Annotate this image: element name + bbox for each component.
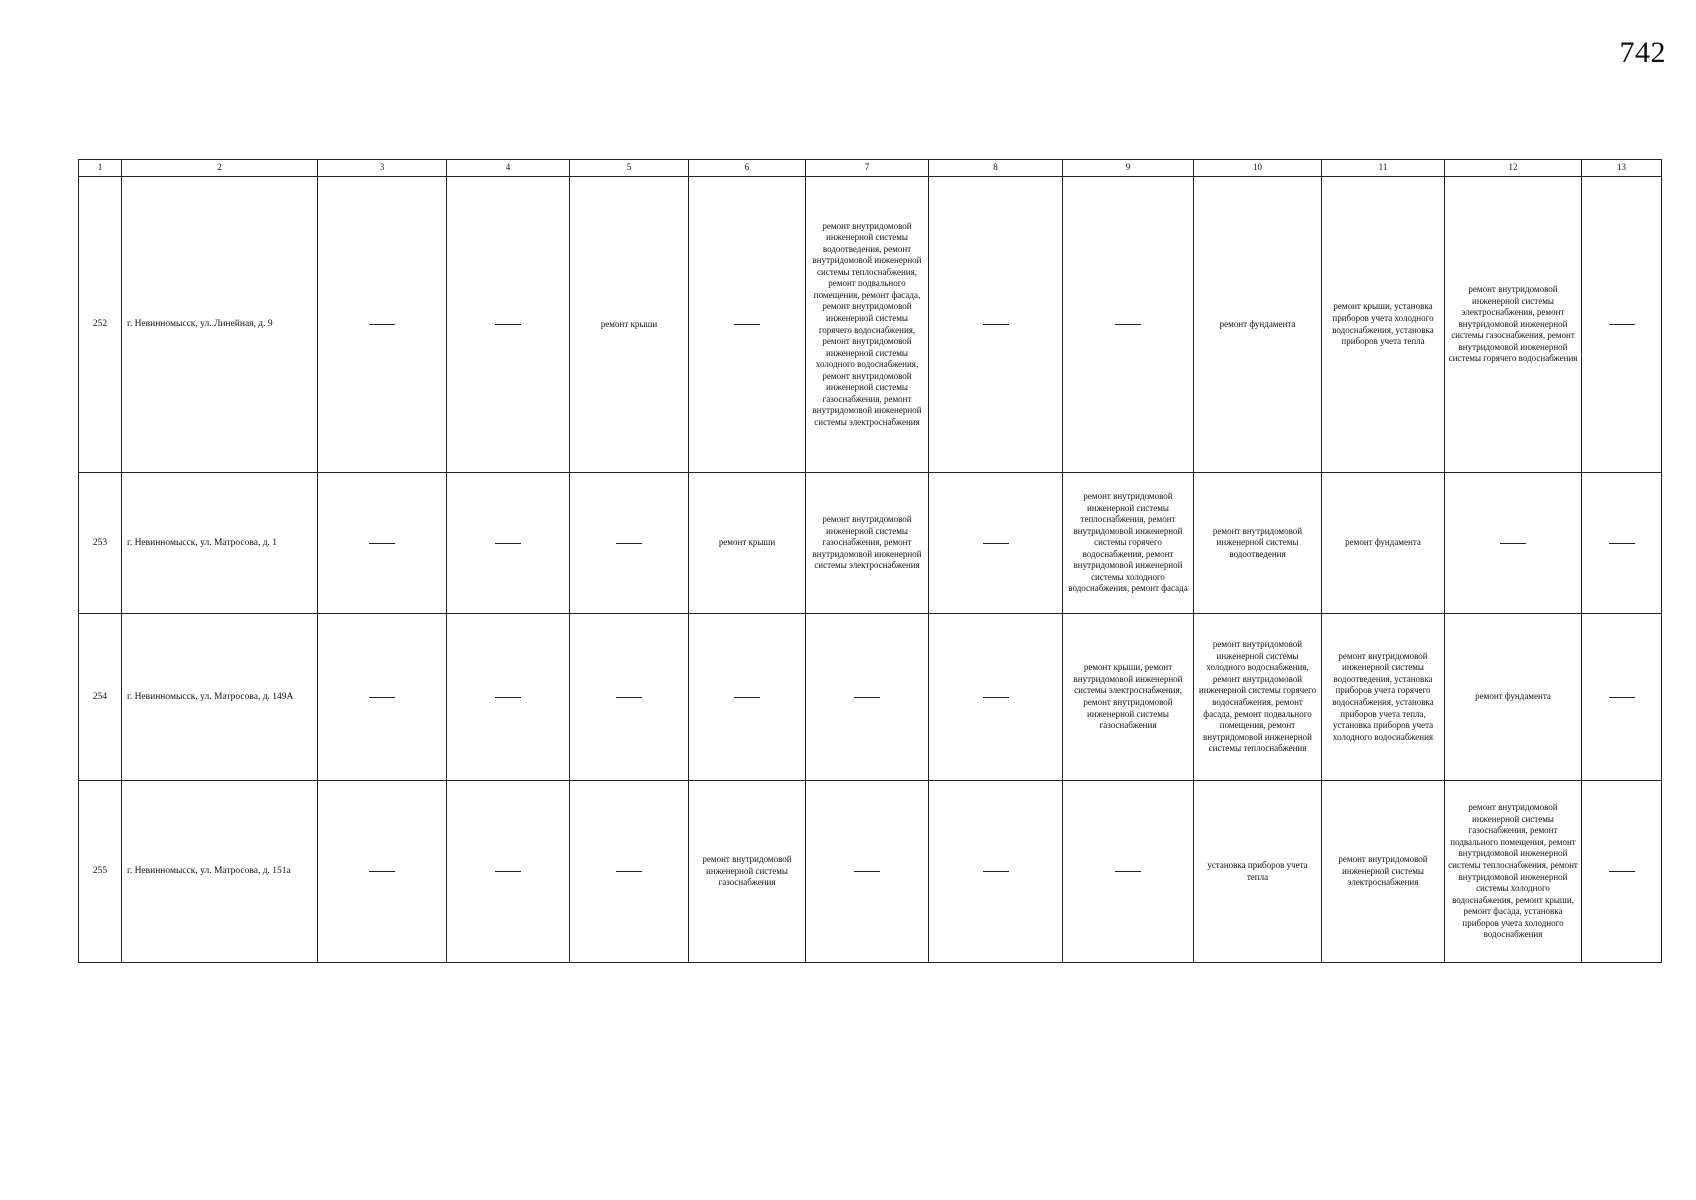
column-header: 3: [318, 160, 447, 177]
dash-mark: [369, 871, 395, 872]
address-cell: г. Невинномысск, ул. Линейная, д. 9: [122, 177, 318, 473]
table-row: [79, 781, 1662, 963]
table-row: [79, 614, 1662, 781]
address-cell: г. Невинномысск, ул. Матросова, д. 1: [122, 473, 318, 614]
address-cell: г. Невинномысск, ул. Матросова, д. 151а: [122, 781, 318, 963]
dash-mark: [495, 324, 521, 325]
column-header: 11: [1322, 160, 1445, 177]
dash-mark: [983, 871, 1009, 872]
column-header: 2: [122, 160, 318, 177]
empty-cell-dash: [570, 614, 689, 781]
table-row: [79, 177, 1662, 473]
work-cell: ремонт фундамента: [1445, 614, 1582, 781]
empty-cell-dash: [318, 473, 447, 614]
column-header: 6: [689, 160, 806, 177]
work-cell: ремонт внутридомовой инженерной системы электроснабжения, ремонт внутридомовой инженерной системы газоснабжения, ремонт внутридомовой инженерной системы горячего водоснабжения: [1445, 177, 1582, 473]
empty-cell-dash: [1063, 177, 1194, 473]
empty-cell-dash: [929, 781, 1063, 963]
dash-mark: [369, 543, 395, 544]
work-cell: ремонт внутридомовой инженерной системы газоснабжения: [689, 781, 806, 963]
work-cell: ремонт фундамента: [1194, 177, 1322, 473]
work-cell: установка приборов учета тепла: [1194, 781, 1322, 963]
empty-cell-dash: [570, 781, 689, 963]
column-header: 9: [1063, 160, 1194, 177]
dash-mark: [854, 697, 880, 698]
work-cell: ремонт внутридомовой инженерной системы электроснабжения: [1322, 781, 1445, 963]
dash-mark: [734, 697, 760, 698]
dash-mark: [1500, 543, 1526, 544]
column-header: 4: [447, 160, 570, 177]
dash-mark: [616, 697, 642, 698]
dash-mark: [1115, 324, 1141, 325]
empty-cell-dash: [806, 781, 929, 963]
column-header: 7: [806, 160, 929, 177]
column-header: 10: [1194, 160, 1322, 177]
empty-cell-dash: [447, 781, 570, 963]
work-cell: ремонт фундамента: [1322, 473, 1445, 614]
dash-mark: [1609, 697, 1635, 698]
empty-cell-dash: [1582, 614, 1662, 781]
dash-mark: [495, 871, 521, 872]
dash-mark: [983, 697, 1009, 698]
work-cell: ремонт крыши, установка приборов учета холодного водоснабжения, установка приборов учета тепла: [1322, 177, 1445, 473]
work-cell: ремонт внутридомовой инженерной системы водоотведения, ремонт внутридомовой инженерной системы теплоснабжения, ремонт подвального помещения, ремонт фасада, ремонт внутридомовой инженерной системы горячего водоснабжения, ремонт внутридомовой инженерной системы холодного водоснабжения, ремонт внутридомовой инженерной системы газоснабжения, ремонт внутридомовой инженерной системы электроснабжения: [806, 177, 929, 473]
repair-schedule-table: [78, 159, 1662, 963]
column-number-row: [79, 160, 1662, 177]
empty-cell-dash: [1445, 473, 1582, 614]
empty-cell-dash: [318, 781, 447, 963]
empty-cell-dash: [318, 614, 447, 781]
address-cell: г. Невинномысск, ул. Матросова, д. 149А: [122, 614, 318, 781]
empty-cell-dash: [570, 473, 689, 614]
work-cell: ремонт крыши: [570, 177, 689, 473]
dash-mark: [983, 324, 1009, 325]
empty-cell-dash: [929, 473, 1063, 614]
page-number: 742: [1619, 36, 1666, 69]
dash-mark: [495, 697, 521, 698]
column-header: 13: [1582, 160, 1662, 177]
dash-mark: [616, 871, 642, 872]
table-row: [79, 473, 1662, 614]
work-cell: ремонт внутридомовой инженерной системы теплоснабжения, ремонт внутридомовой инженерной системы горячего водоснабжения, ремонт внутридомовой инженерной системы холодного водоснабжения, ремонт фасада: [1063, 473, 1194, 614]
empty-cell-dash: [1582, 473, 1662, 614]
dash-mark: [1609, 543, 1635, 544]
column-header: 5: [570, 160, 689, 177]
column-header: 12: [1445, 160, 1582, 177]
row-number: 255: [79, 781, 122, 963]
work-cell: ремонт внутридомовой инженерной системы холодного водоснабжения, ремонт внутридомовой инженерной системы горячего водоснабжения, ремонт фасада, ремонт подвального помещения, ремонт внутридомовой инженерной системы теплоснабжения: [1194, 614, 1322, 781]
dash-mark: [369, 324, 395, 325]
empty-cell-dash: [447, 614, 570, 781]
row-number: 253: [79, 473, 122, 614]
work-cell: ремонт крыши, ремонт внутридомовой инженерной системы электроснабжения, ремонт внутридомовой инженерной системы газоснабжения: [1063, 614, 1194, 781]
work-cell: ремонт внутридомовой инженерной системы газоснабжения, ремонт внутридомовой инженерной системы электроснабжения: [806, 473, 929, 614]
work-cell: ремонт крыши: [689, 473, 806, 614]
work-cell: ремонт внутридомовой инженерной системы газоснабжения, ремонт подвального помещения, ремонт внутридомовой инженерной системы теплоснабжения, ремонт внутридомовой инженерной системы холодного водоснабжения, ремонт крыши, ремонт фасада, установка приборов учета холодного водоснабжения: [1445, 781, 1582, 963]
column-header: 8: [929, 160, 1063, 177]
empty-cell-dash: [1582, 177, 1662, 473]
dash-mark: [734, 324, 760, 325]
empty-cell-dash: [447, 473, 570, 614]
dash-mark: [616, 543, 642, 544]
dash-mark: [495, 543, 521, 544]
dash-mark: [983, 543, 1009, 544]
column-header: 1: [79, 160, 122, 177]
dash-mark: [369, 697, 395, 698]
dash-mark: [1609, 871, 1635, 872]
empty-cell-dash: [689, 614, 806, 781]
dash-mark: [1609, 324, 1635, 325]
empty-cell-dash: [806, 614, 929, 781]
row-number: 252: [79, 177, 122, 473]
work-cell: ремонт внутридомовой инженерной системы водоотведения: [1194, 473, 1322, 614]
dash-mark: [1115, 871, 1141, 872]
row-number: 254: [79, 614, 122, 781]
empty-cell-dash: [318, 177, 447, 473]
empty-cell-dash: [929, 614, 1063, 781]
empty-cell-dash: [447, 177, 570, 473]
work-cell: ремонт внутридомовой инженерной системы водоотведения, установка приборов учета горячего водоснабжения, установка приборов учета тепла, установка приборов учета холодного водоснабжения: [1322, 614, 1445, 781]
empty-cell-dash: [929, 177, 1063, 473]
empty-cell-dash: [1582, 781, 1662, 963]
empty-cell-dash: [689, 177, 806, 473]
empty-cell-dash: [1063, 781, 1194, 963]
dash-mark: [854, 871, 880, 872]
